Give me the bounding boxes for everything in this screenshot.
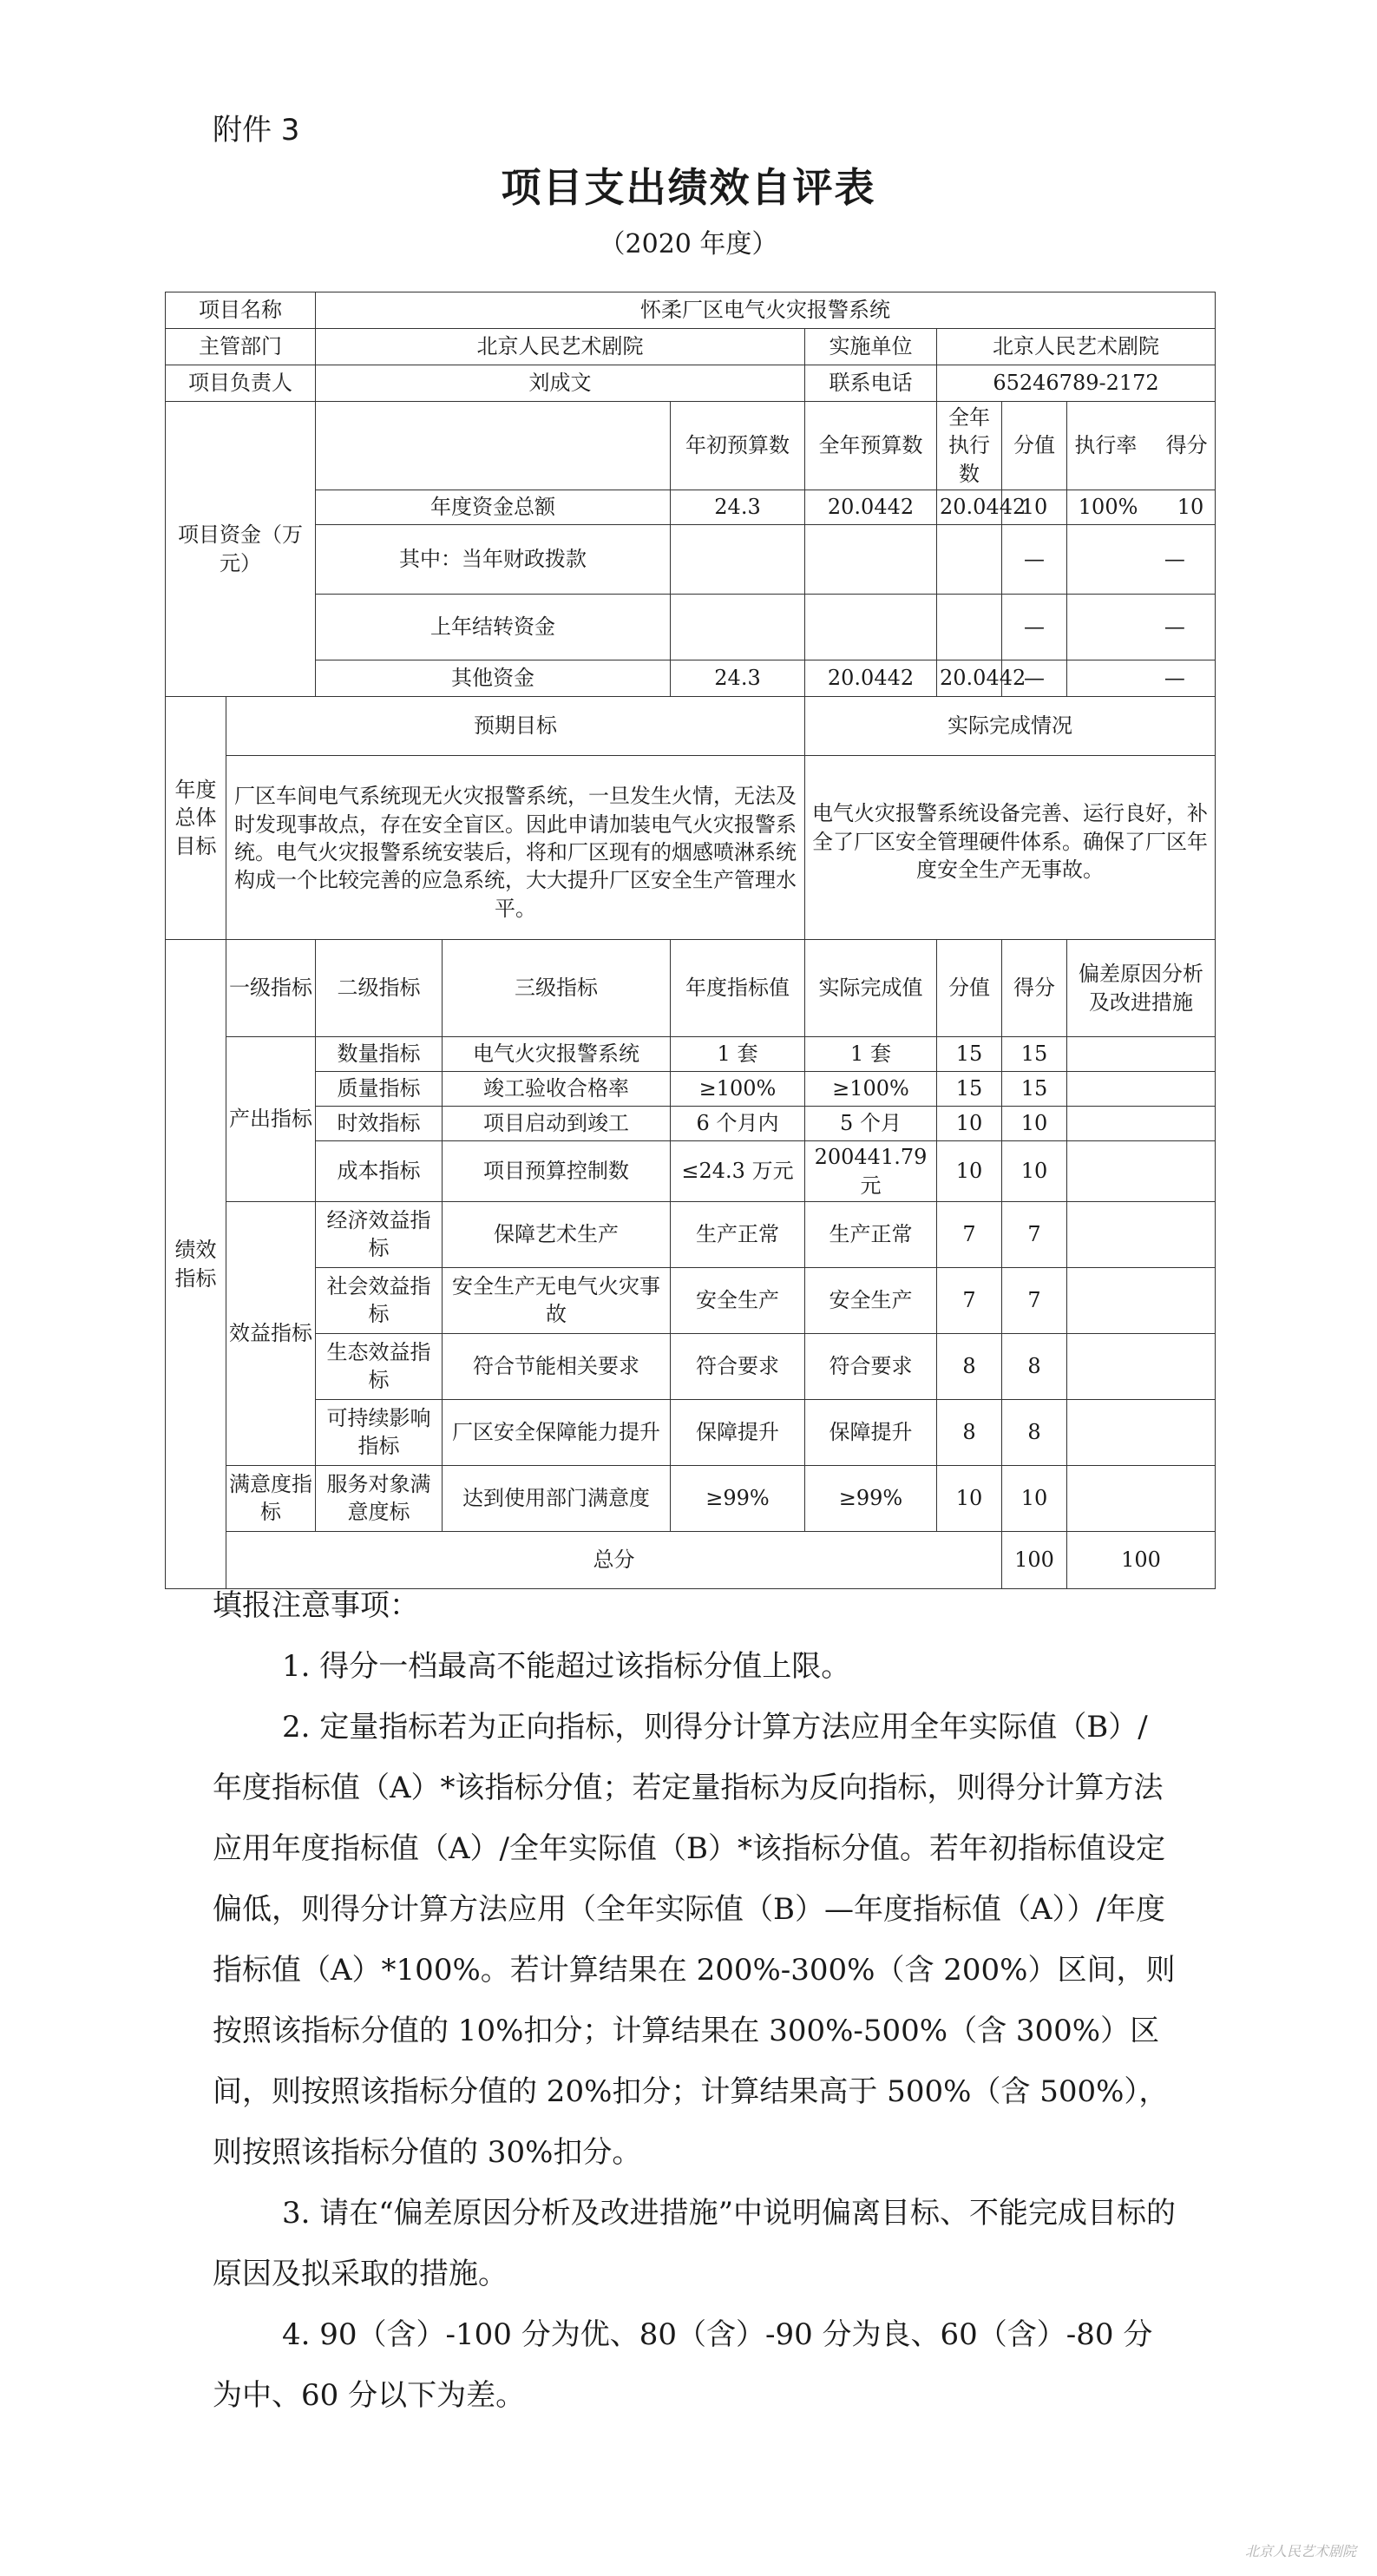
phone-label: 联系电话 <box>805 365 937 402</box>
perf-score: 8 <box>1002 1333 1067 1399</box>
funds-row <box>166 660 1216 697</box>
perf-l2: 可持续影响指标 <box>316 1399 443 1465</box>
perf-l3: 项目预算控制数 <box>443 1141 671 1202</box>
funds-executed <box>937 595 1002 660</box>
leader-label: 项目负责人 <box>166 365 316 402</box>
perf-row <box>166 1037 1216 1072</box>
perf-l3: 竣工验收合格率 <box>443 1072 671 1107</box>
perf-row <box>166 1072 1216 1107</box>
dept-value: 北京人民艺术剧院 <box>316 329 805 365</box>
perf-value: 10 <box>937 1141 1002 1202</box>
total-value: 100 <box>1002 1531 1067 1588</box>
funds-header-initial: 年初预算数 <box>671 402 805 490</box>
perf-score: 15 <box>1002 1072 1067 1107</box>
perf-score: 10 <box>1002 1141 1067 1202</box>
perf-target: 符合要求 <box>671 1333 805 1399</box>
funds-score-value: — <box>1002 595 1067 660</box>
funds-rate: 100% <box>1078 495 1138 520</box>
perf-note <box>1067 1465 1216 1531</box>
note-item: 2. 定量指标若为正向指标，则得分计算方法应用全年实际值（B）/年度指标值（A）*该指标分值；若定量指标为反向指标，则得分计算方法应用年度指标值（A）/全年实际值（B）*该指标分值。若年初指标值设定偏低，则得分计算方法应用（全年实际值（B）—年度指标值（A））/年度指标值（A）*100%。若计算结果在 200%-300%（含 200%）区间，则按照该指标分值的 10%扣分；计算结果在 300%-500%（含 300%）区间，则按照该指标分值的 20%扣分；计算结果高于 500%（含 500%），则按照该指标分值的 30%扣分。 <box>213 1710 1176 2170</box>
funds-row-name: 其他资金 <box>316 660 671 697</box>
goals-expected: 厂区车间电气系统现无火灾报警系统，一旦发生火情，无法及时发现事故点，存在安全盲区。因此申请加装电气火灾报警系统。电气火灾报警系统安装后，将和厂区现有的烟感喷淋系统构成一个比较完善的应急系统，大大提升厂区安全生产管理水平。 <box>226 756 805 940</box>
perf-target: 生产正常 <box>671 1201 805 1267</box>
funds-row <box>166 595 1216 660</box>
perf-l2: 成本指标 <box>316 1141 443 1202</box>
perf-l2: 质量指标 <box>316 1072 443 1107</box>
funds-row <box>166 525 1216 595</box>
funds-rate-score <box>1067 660 1216 697</box>
perf-note <box>1067 1037 1216 1072</box>
funds-initial: 24.3 <box>671 660 805 697</box>
perf-note <box>1067 1201 1216 1267</box>
perf-actual: 安全生产 <box>805 1267 937 1333</box>
perf-value: 8 <box>937 1333 1002 1399</box>
funds-initial <box>671 595 805 660</box>
perf-note <box>1067 1141 1216 1202</box>
impl-label: 实施单位 <box>805 329 937 365</box>
perf-note <box>1067 1333 1216 1399</box>
perf-score: 8 <box>1002 1399 1067 1465</box>
perf-row <box>166 1333 1216 1399</box>
perf-score: 10 <box>1002 1107 1067 1141</box>
info-row-leader <box>166 365 1216 402</box>
funds-header-executed: 全年执行数 <box>937 402 1002 490</box>
perf-group-satisfaction: 满意度指标 <box>226 1465 316 1531</box>
perf-actual: 生产正常 <box>805 1201 937 1267</box>
perf-row <box>166 1107 1216 1141</box>
watermark: 北京人民艺术剧院 <box>1244 2543 1356 2560</box>
perf-header-actual: 实际完成值 <box>805 940 937 1037</box>
funds-score-value: 10 <box>1002 490 1067 525</box>
notes-title: 填报注意事项： <box>213 1588 419 1623</box>
funds-row-name: 上年结转资金 <box>316 595 671 660</box>
perf-score: 7 <box>1002 1267 1067 1333</box>
perf-value: 10 <box>937 1107 1002 1141</box>
note-item: 4. 90（含）-100 分为优、80（含）-90 分为良、60（含）-80 分为中、60 分以下为差。 <box>213 2317 1153 2413</box>
perf-l2: 经济效益指标 <box>316 1201 443 1267</box>
goals-actual-header: 实际完成情况 <box>805 697 1216 756</box>
leader-value: 刘成文 <box>316 365 805 402</box>
perf-l3: 项目启动到竣工 <box>443 1107 671 1141</box>
perf-value: 7 <box>937 1267 1002 1333</box>
page-subtitle: （2020 年度） <box>599 229 778 260</box>
project-name-label: 项目名称 <box>166 292 316 329</box>
note-item: 1. 得分一档最高不能超过该指标分值上限。 <box>282 1649 851 1684</box>
perf-value: 15 <box>937 1072 1002 1107</box>
notes-section <box>213 1575 1176 2426</box>
perf-header-l3: 三级指标 <box>443 940 671 1037</box>
perf-l3: 达到使用部门满意度 <box>443 1465 671 1531</box>
perf-actual: ≥99% <box>805 1465 937 1531</box>
perf-value: 15 <box>937 1037 1002 1072</box>
perf-label: 绩效指标 <box>166 940 226 1589</box>
perf-value: 8 <box>937 1399 1002 1465</box>
funds-header-row <box>166 402 1216 490</box>
funds-executed: 20.0442 <box>937 490 1002 525</box>
perf-note <box>1067 1267 1216 1333</box>
funds-rate-score <box>1067 595 1216 660</box>
funds-score: — <box>1164 547 1185 572</box>
perf-target: ≥100% <box>671 1072 805 1107</box>
perf-target: 保障提升 <box>671 1399 805 1465</box>
funds-annual: 20.0442 <box>805 660 937 697</box>
info-row-project <box>166 292 1216 329</box>
funds-initial: 24.3 <box>671 490 805 525</box>
perf-value: 10 <box>937 1465 1002 1531</box>
perf-header-target: 年度指标值 <box>671 940 805 1037</box>
funds-header-rate: 执行率 <box>1074 433 1138 458</box>
perf-l3: 厂区安全保障能力提升 <box>443 1399 671 1465</box>
perf-actual: 1 套 <box>805 1037 937 1072</box>
perf-row <box>166 1465 1216 1531</box>
perf-l3: 安全生产无电气火灾事故 <box>443 1267 671 1333</box>
perf-header-l1: 一级指标 <box>226 940 316 1037</box>
funds-label: 项目资金（万元） <box>166 402 316 697</box>
goals-content-row <box>166 756 1216 940</box>
perf-row <box>166 1267 1216 1333</box>
perf-score: 7 <box>1002 1201 1067 1267</box>
perf-actual: 保障提升 <box>805 1399 937 1465</box>
evaluation-table <box>165 292 1216 1589</box>
funds-annual: 20.0442 <box>805 490 937 525</box>
perf-actual: 200441.79 元 <box>805 1141 937 1202</box>
funds-annual <box>805 595 937 660</box>
project-name: 怀柔厂区电气火灾报警系统 <box>316 292 1216 329</box>
goals-actual: 电气火灾报警系统设备完善、运行良好，补全了厂区安全管理硬件体系。确保了厂区年度安全生产无事故。 <box>805 756 1216 940</box>
funds-header-blank <box>316 402 671 490</box>
perf-actual: 5 个月 <box>805 1107 937 1141</box>
perf-actual: ≥100% <box>805 1072 937 1107</box>
perf-row <box>166 1399 1216 1465</box>
info-row-dept <box>166 329 1216 365</box>
perf-target: 1 套 <box>671 1037 805 1072</box>
funds-row-name: 其中：当年财政拨款 <box>316 525 671 595</box>
perf-header-value: 分值 <box>937 940 1002 1037</box>
total-label: 总分 <box>226 1531 1002 1588</box>
perf-header-note: 偏差原因分析及改进措施 <box>1067 940 1216 1037</box>
perf-l3: 符合节能相关要求 <box>443 1333 671 1399</box>
perf-actual: 符合要求 <box>805 1333 937 1399</box>
dept-label: 主管部门 <box>166 329 316 365</box>
perf-note <box>1067 1399 1216 1465</box>
perf-header-l2: 二级指标 <box>316 940 443 1037</box>
perf-target: 安全生产 <box>671 1267 805 1333</box>
perf-l3: 电气火灾报警系统 <box>443 1037 671 1072</box>
perf-target: ≤24.3 万元 <box>671 1141 805 1202</box>
funds-score: 10 <box>1177 495 1204 520</box>
funds-score-value: — <box>1002 660 1067 697</box>
perf-target: 6 个月内 <box>671 1107 805 1141</box>
goals-header-row <box>166 697 1216 756</box>
perf-score: 15 <box>1002 1037 1067 1072</box>
goals-expected-header: 预期目标 <box>226 697 805 756</box>
funds-header-annual: 全年预算数 <box>805 402 937 490</box>
funds-annual <box>805 525 937 595</box>
funds-score-value: — <box>1002 525 1067 595</box>
total-score: 100 <box>1067 1531 1216 1588</box>
funds-score: — <box>1164 614 1185 640</box>
funds-header-value: 分值 <box>1002 402 1067 490</box>
funds-row-name: 年度资金总额 <box>316 490 671 525</box>
attachment-label: 附件 3 <box>213 113 300 148</box>
perf-l2: 时效指标 <box>316 1107 443 1141</box>
goals-label: 年度总体目标 <box>166 697 226 940</box>
perf-header-score: 得分 <box>1002 940 1067 1037</box>
perf-note <box>1067 1107 1216 1141</box>
phone-value: 65246789-2172 <box>937 365 1216 402</box>
funds-executed: 20.0442 <box>937 660 1002 697</box>
impl-value: 北京人民艺术剧院 <box>937 329 1216 365</box>
funds-score: — <box>1164 666 1185 691</box>
funds-initial <box>671 525 805 595</box>
perf-target: ≥99% <box>671 1465 805 1531</box>
perf-l3: 保障艺术生产 <box>443 1201 671 1267</box>
perf-score: 10 <box>1002 1465 1067 1531</box>
perf-header-row <box>166 940 1216 1037</box>
perf-l2: 服务对象满意度标 <box>316 1465 443 1531</box>
funds-rate-score <box>1067 490 1216 525</box>
perf-l2: 生态效益指标 <box>316 1333 443 1399</box>
funds-rate-score <box>1067 525 1216 595</box>
page-title: 项目支出绩效自评表 <box>501 164 876 211</box>
funds-header-rate-score <box>1067 402 1216 490</box>
perf-l2: 数量指标 <box>316 1037 443 1072</box>
note-item: 3. 请在“偏差原因分析及改进措施”中说明偏离目标、不能完成目标的原因及拟采取的措施。 <box>213 2196 1177 2291</box>
funds-executed <box>937 525 1002 595</box>
perf-row <box>166 1141 1216 1202</box>
perf-group-benefit: 效益指标 <box>226 1201 316 1465</box>
perf-group-output: 产出指标 <box>226 1037 316 1202</box>
perf-l2: 社会效益指标 <box>316 1267 443 1333</box>
perf-note <box>1067 1072 1216 1107</box>
funds-row <box>166 490 1216 525</box>
funds-header-score: 得分 <box>1165 433 1208 458</box>
perf-row <box>166 1201 1216 1267</box>
perf-value: 7 <box>937 1201 1002 1267</box>
